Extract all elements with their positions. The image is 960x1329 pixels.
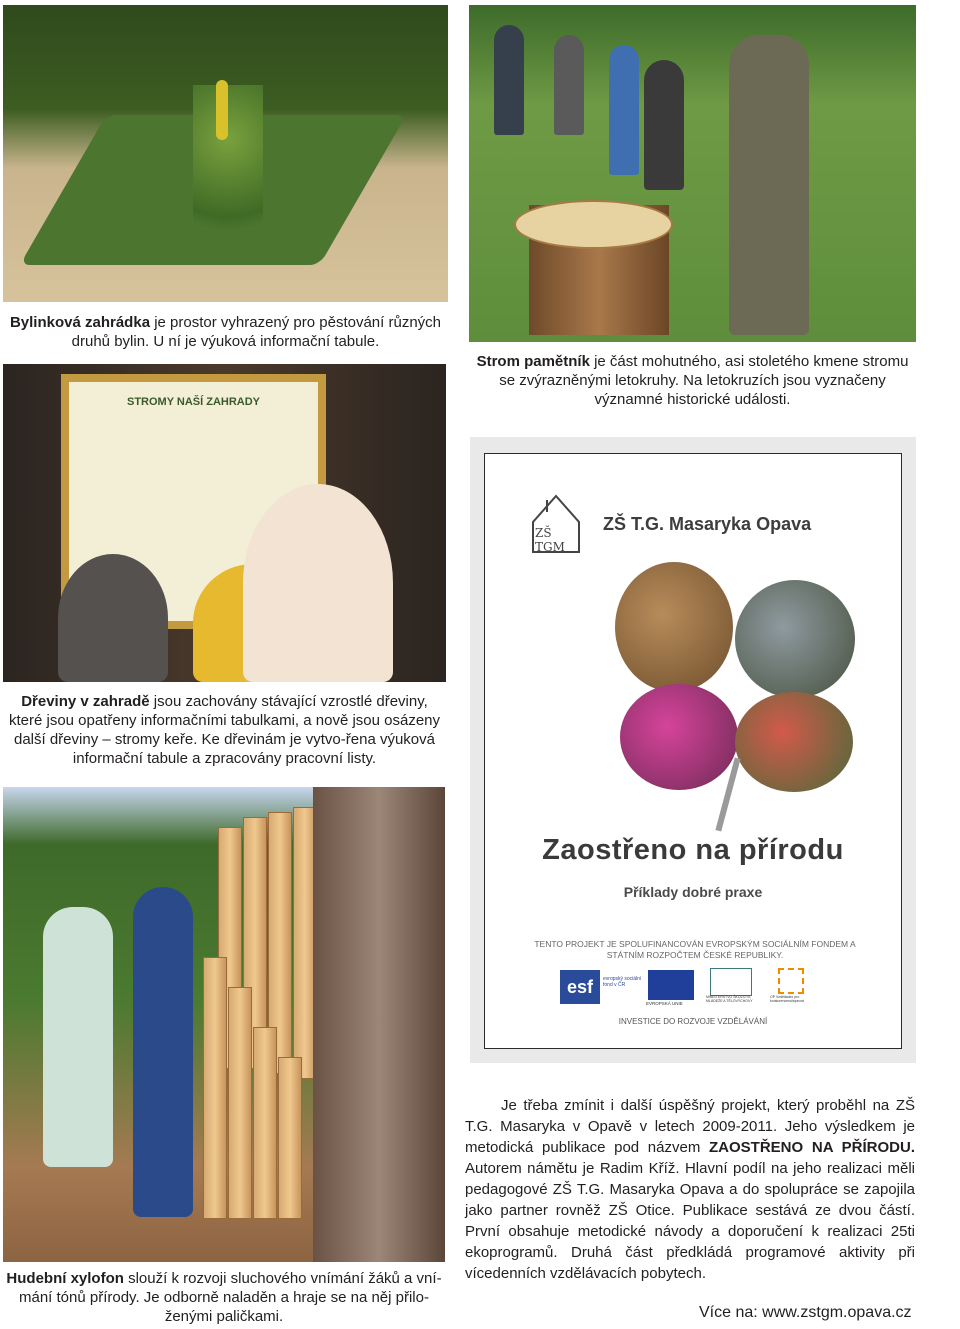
logo-strip: esf evropský sociální fond v ČR EVROPSKÁ UNIE MINISTERSTVO ŠKOLSTVÍ, MLÁDEŽE A TĚLOVÝCHOVY OP Vzdělávání pro konkurenceschopnost xyxy=(560,968,830,1008)
xylophone-photo xyxy=(3,787,445,1262)
op-logo xyxy=(778,968,804,994)
footer-link[interactable]: Více na: www.zstgm.opava.cz xyxy=(699,1304,912,1321)
cover-subtitle: Příklady dobré praxe xyxy=(623,884,763,900)
investment-note: INVESTICE DO ROZVOJE VZDĚLÁVÁNÍ xyxy=(618,1017,768,1026)
trees-caption: Dřeviny v zahradě jsou zachovány stávající vzrostlé dřeviny, které jsou opatřeny informačními tabulkami, a nově jsou osázeny další dřeviny – stromy keře. Ke dřevinám je vytvo-řena výuková informační tabule a zpracovány pracovní listy. xyxy=(8,693,441,767)
brochure-cover xyxy=(470,437,916,1063)
trees-board-photo xyxy=(3,364,446,682)
herb-garden-caption: Bylinková zahrádka je prostor vyhrazený pro pěstování různých druhů bylin. U ní je výuková informační tabule. xyxy=(9,314,442,350)
tree-memorial-photo xyxy=(469,5,916,342)
tree-memorial-caption: Strom pamětník je část mohutného, asi stoletého kmene stromu se zvýrazněnými letokruhy. Na letokruzích jsou vyznačeny významné historické události. xyxy=(476,353,909,408)
project-paragraph: Je třeba zmínit i další úspěšný projekt, který proběhl na ZŠ T.G. Masaryka v Opavě v letech 2009-2011. Jeho výsledkem je metodická publikace pod názvem ZAOSTŘENO NA PŘÍRODU. Autorem námětu je Radim Kříž. Hlavní podíl na jeho realizaci měli pedagogové ZŠ T.G. Masaryka Opava a do spolupráce se zapojila jako partner rovněž ZŠ Otice. Publikace sestává ze dvou částí. První obsahuje metodické návody a doporučení k realizaci 25ti ekoprogramů. Druhá část předkládá programové aktivity při vícedenních vzdělávacích pobytech. xyxy=(465,1097,915,1282)
funding-note: TENTO PROJEKT JE SPOLUFINANCOVÁN EVROPSKÝM SOCIÁLNÍM FONDEM A STÁTNÍM ROZPOČTEM ČESKÉ REPUBLIKY. xyxy=(534,939,856,960)
school-name: ZŠ T.G. Masaryka Opava xyxy=(603,514,812,534)
msmt-logo xyxy=(710,968,752,996)
school-logo: ZŠ TGM xyxy=(529,492,583,554)
eu-flag-icon xyxy=(648,970,694,1000)
herb-garden-photo xyxy=(3,5,448,302)
xylophone-caption: Hudební xylofon slouží k rozvoji sluchového vnímání žáků a vní-mání tónů přírody. Je odborně naladěn a hraje se na něj přilo-ženými paličkami. xyxy=(6,1270,442,1325)
cover-title: Zaostřeno na přírodu xyxy=(542,834,844,866)
board-title: STROMY NAŠÍ ZAHRADY xyxy=(126,396,261,408)
clover-graphic xyxy=(590,562,860,832)
esf-logo: esf xyxy=(560,970,600,1004)
